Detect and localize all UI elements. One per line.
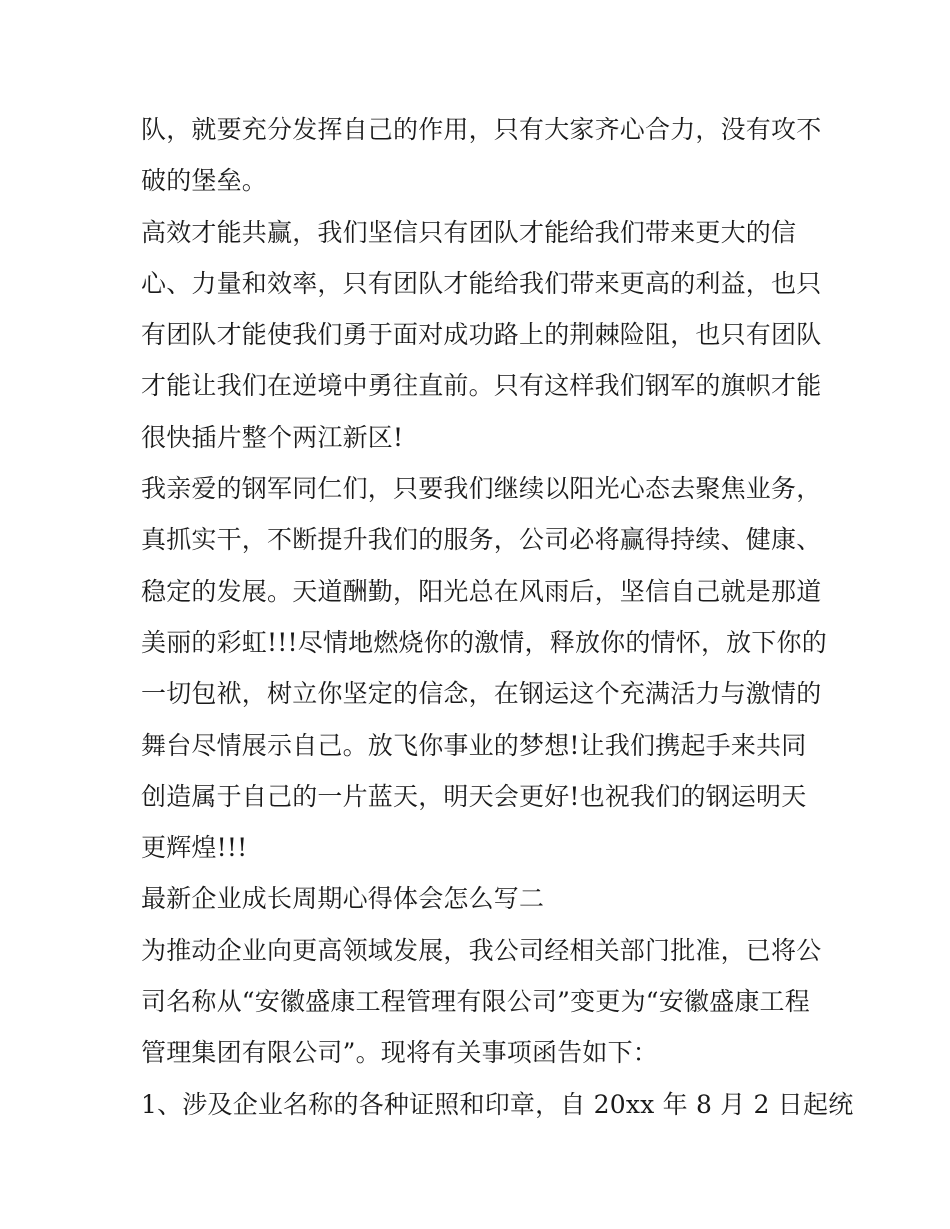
text-line: 一切包袱，树立你坚定的信念，在钢运这个充满活力与激情的 (141, 679, 822, 709)
text-line: 司名称从“安徽盛康工程管理有限公司”变更为“安徽盛康工程 (141, 987, 810, 1017)
text-line: 稳定的发展。天道酬勤，阳光总在风雨后，坚信自己就是那道 (141, 576, 822, 606)
text-line: 我亲爱的钢军同仁们，只要我们继续以阳光心态去聚焦业务， (141, 474, 822, 504)
text-line: 创造属于自己的一片蓝天，明天会更好!也祝我们的钢运明天 (141, 781, 807, 811)
text-line: 高效才能共赢，我们坚信只有团队才能给我们带来更大的信 (141, 217, 797, 247)
text-line: 为推动企业向更高领域发展，我公司经相关部门批准，已将公 (141, 935, 822, 965)
text-line: 才能让我们在逆境中勇往直前。只有这样我们钢军的旗帜才能 (141, 371, 822, 401)
text-line: 有团队才能使我们勇于面对成功路上的荆棘险阻，也只有团队 (141, 320, 822, 350)
text-line: 美丽的彩虹!!!尽情地燃烧你的激情，释放你的情怀，放下你的 (141, 627, 827, 657)
text-line: 很快插片整个两江新区! (141, 422, 404, 452)
numbered-item: 1、涉及企业名称的各种证照和印章，自 20xx 年 8 月 2 日起统 (141, 1089, 854, 1119)
text-line: 破的堡垒。 (141, 166, 268, 196)
text-line: 管理集团有限公司”。现将有关事项函告如下： (141, 1038, 658, 1068)
text-line: 真抓实干，不断提升我们的服务，公司必将赢得持续、健康、 (141, 525, 822, 555)
text-line: 舞台尽情展示自己。放飞你事业的梦想!让我们携起手来共同 (141, 730, 807, 760)
text-line: 心、力量和效率，只有团队才能给我们带来更高的利益，也只 (141, 268, 822, 298)
section-heading: 最新企业成长周期心得体会怎么写二 (141, 884, 545, 914)
document-body (141, 104, 854, 1130)
text-line: 更辉煌!!! (141, 833, 248, 863)
text-line: 队，就要充分发挥自己的作用，只有大家齐心合力，没有攻不 (141, 115, 822, 144)
